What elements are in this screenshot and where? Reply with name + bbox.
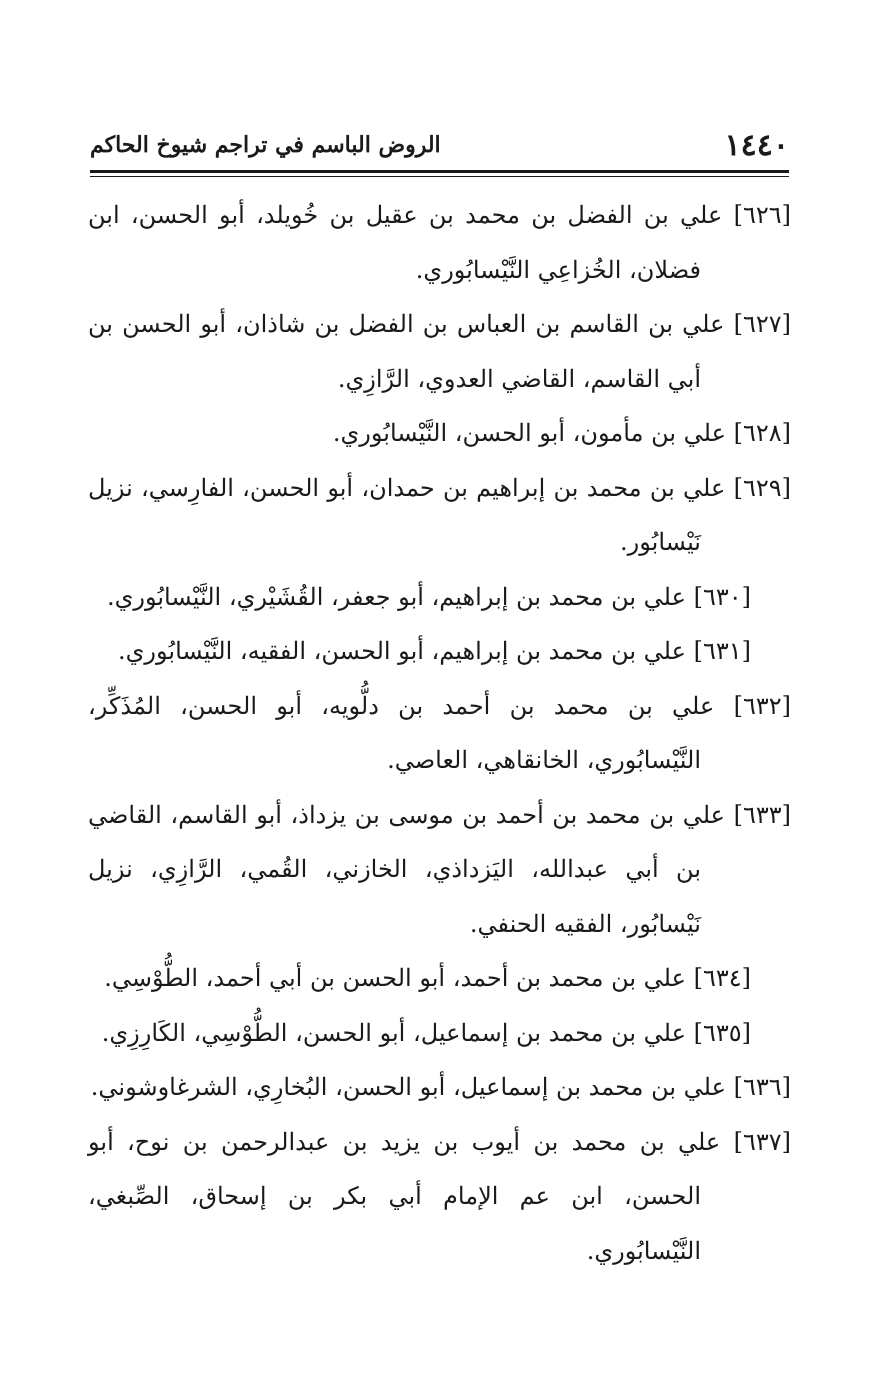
entry-text: علي بن القاسم بن العباس بن الفضل بن شاذان، أبو الحسن بن أبي القاسم، القاضي العدوي، الرَّازِي. — [88, 310, 725, 393]
entry-text: علي بن محمد بن إبراهيم بن حمدان، أبو الحسن، الفارِسي، نزيل نَيْسابُور. — [88, 473, 726, 556]
entry-text: علي بن محمد بن أحمد، أبو الحسن بن أبي أحمد، الطُّوْسِي. — [104, 964, 686, 992]
biography-entry — [88, 1006, 791, 1061]
biography-entry — [88, 1060, 791, 1115]
entry-number: [٦٣٧] — [733, 1127, 792, 1156]
page-header — [90, 120, 789, 168]
entry-text: علي بن محمد بن إبراهيم، أبو جعفر، القُشَيْري، النَّيْسابُوري. — [106, 582, 686, 611]
biography-entry — [88, 570, 791, 625]
book-title: الروض الباسم في تراجم شيوخ الحاكم — [90, 132, 441, 158]
entry-text: علي بن محمد بن أحمد بن موسى بن يزداذ، أبو القاسم، القاضي بن أبي عبدالله، اليَزداذي، الخازني، القُمي، الرَّازِي، نزيل نَيْسابُور، الفقيه الحنفي. — [88, 800, 725, 938]
entry-number: [٦٣٤] — [693, 964, 751, 992]
biography-entry — [88, 188, 791, 297]
entry-text: علي بن محمد بن إسماعيل، أبو الحسن، الطُّوْسِي، الكَارِزِي. — [101, 1018, 686, 1047]
header-rule-thin — [90, 176, 789, 177]
entry-text: علي بن محمد بن إسماعيل، أبو الحسن، البُخارِي، الشرغاوشوني. — [90, 1073, 726, 1101]
biography-entry — [88, 679, 791, 788]
entry-text: علي بن محمد بن إبراهيم، أبو الحسن، الفقيه، النَّيْسابُوري. — [118, 637, 686, 665]
biography-entry — [88, 406, 791, 461]
biography-entry-list — [88, 188, 791, 1278]
biography-entry — [88, 297, 791, 406]
header-rule-thick — [90, 170, 789, 173]
entry-number: [٦٢٦] — [733, 201, 791, 229]
entry-text: علي بن محمد بن أحمد بن دلُّويه، أبو الحسن، المُذَكِّر، النَّيْسابُوري، الخانقاهي، العاصي. — [88, 691, 715, 774]
entry-number: [٦٣٥] — [693, 1018, 751, 1047]
biography-entry — [88, 951, 791, 1006]
entry-text: علي بن الفضل بن محمد بن عقيل بن خُويلد، أبو الحسن، ابن فضلان، الخُزاعِي النَّيْسابُوري. — [88, 201, 723, 284]
entry-number: [٦٣٣] — [733, 800, 791, 829]
biography-entry — [88, 461, 791, 570]
page-number: ١٤٤٠ — [724, 128, 789, 163]
entry-text: علي بن مأمون، أبو الحسن، النَّيْسابُوري. — [332, 419, 726, 447]
biography-entry — [88, 1115, 791, 1279]
entry-number: [٦٢٧] — [733, 310, 791, 338]
entry-number: [٦٣١] — [693, 637, 751, 665]
biography-entry — [88, 788, 791, 952]
entry-number: [٦٢٨] — [733, 419, 791, 447]
entry-number: [٦٣٢] — [733, 691, 791, 720]
entry-number: [٦٢٩] — [733, 473, 791, 502]
biography-entry — [88, 624, 791, 679]
entry-text: علي بن محمد بن أيوب بن يزيد بن عبدالرحمن بن نوح، أبو الحسن، ابن عم الإمام أبي بكر بن إسحاق، الصِّبغي، النَّيْسابُوري. — [88, 1127, 721, 1265]
entry-number: [٦٣٦] — [733, 1073, 791, 1101]
entry-number: [٦٣٠] — [693, 582, 751, 611]
